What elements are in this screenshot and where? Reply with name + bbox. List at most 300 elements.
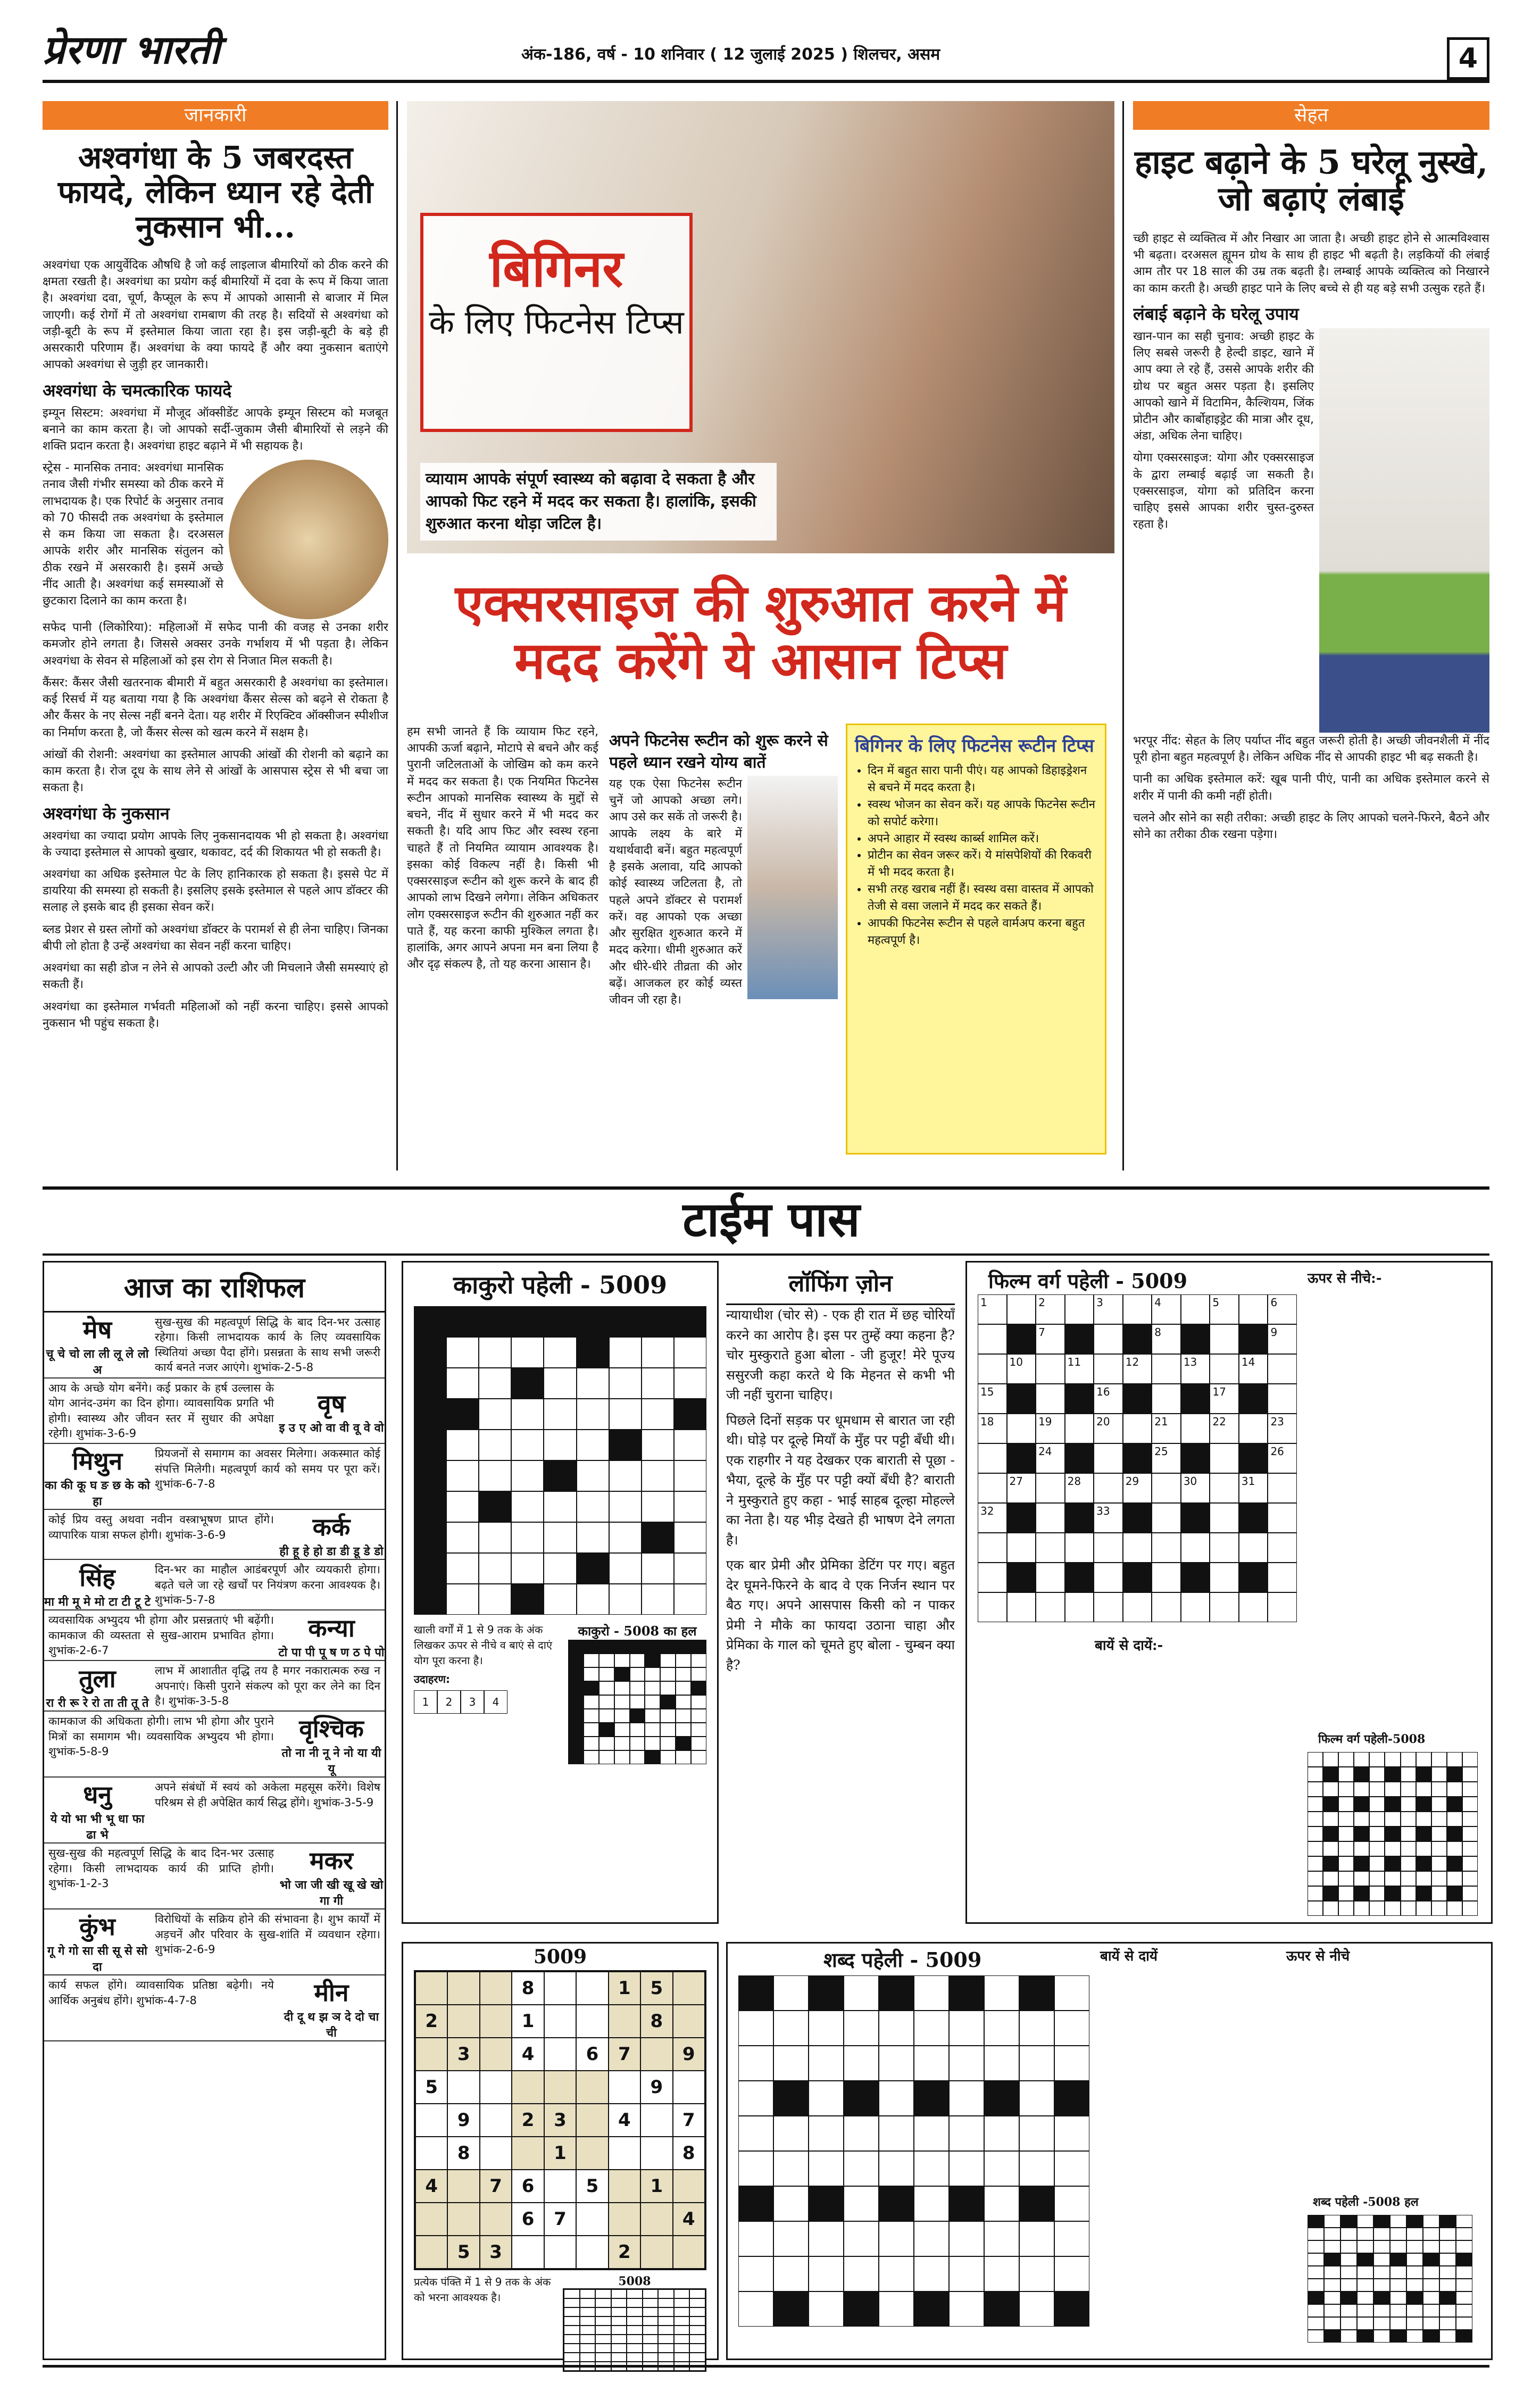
sudoku-answer-cell xyxy=(611,2298,627,2307)
zodiac-name: धनु xyxy=(83,1780,112,1809)
sudoku-answer-cell xyxy=(580,2307,596,2316)
zodiac-row xyxy=(44,1778,385,1844)
grid-cell xyxy=(1447,1767,1462,1782)
grid-cell xyxy=(1324,2215,1340,2228)
sudoku-cell[interactable]: 9 xyxy=(673,2038,705,2071)
grid-cell xyxy=(577,1584,609,1615)
grid-cell xyxy=(1423,2215,1439,2228)
sudoku-cell[interactable] xyxy=(415,2104,447,2137)
grid-cell: 23 xyxy=(1268,1414,1297,1443)
grid-cell xyxy=(1406,2215,1423,2228)
grid-cell xyxy=(738,2046,773,2081)
grid-cell: 26 xyxy=(1268,1443,1297,1473)
sudoku-cell[interactable] xyxy=(480,2005,512,2038)
grid-cell xyxy=(1373,2266,1390,2279)
grid-cell xyxy=(645,1750,660,1764)
sudoku-cell[interactable] xyxy=(673,2071,705,2104)
grid-cell xyxy=(1385,1901,1400,1916)
sudoku-cell[interactable]: 8 xyxy=(640,2005,672,2038)
grid-cell xyxy=(1462,1797,1478,1812)
grid-cell xyxy=(914,2256,949,2291)
grid-cell xyxy=(1401,1826,1416,1841)
sudoku-cell[interactable] xyxy=(447,2170,479,2203)
grid-cell xyxy=(1007,1294,1036,1324)
sudoku-answer-cell xyxy=(564,2353,580,2362)
grid-cell xyxy=(691,1654,706,1667)
grid-cell xyxy=(1340,2215,1357,2228)
grid-cell xyxy=(1357,2330,1373,2343)
grid-cell: 28 xyxy=(1065,1473,1094,1503)
sudoku-cell[interactable] xyxy=(544,2071,576,2104)
sudoku-answer-cell xyxy=(595,2335,611,2344)
grid-cell xyxy=(1447,1856,1462,1871)
grid-cell xyxy=(511,1368,544,1399)
zodiac-text: कार्य सफल होंगे। व्यावसायिक प्रतिष्ठा बढ़ेगी। नये आर्थिक अनुबंध होंगे। शुभांक-4-7-8 xyxy=(48,1979,274,2007)
grid-cell xyxy=(1390,2266,1406,2279)
grid-cell xyxy=(1456,2330,1472,2343)
sudoku-cell[interactable]: 7 xyxy=(609,2038,640,2071)
grid-cell xyxy=(1401,1782,1416,1797)
sudoku-cell[interactable] xyxy=(576,2203,608,2236)
word-title: शब्द पहेली - 5009 xyxy=(823,1948,982,1972)
sudoku-cell[interactable] xyxy=(673,2005,705,2038)
film-answer-title: फिल्म वर्ग पहेली-5008 xyxy=(1318,1732,1426,1746)
grid-cell xyxy=(1036,1503,1065,1533)
sudoku-cell[interactable] xyxy=(544,2038,576,2071)
newspaper-logo: प्रेरणा भारती xyxy=(43,27,220,73)
grid-cell xyxy=(738,2186,773,2221)
grid-cell xyxy=(844,2256,879,2291)
sudoku-answer-cell xyxy=(689,2344,705,2353)
grid-cell xyxy=(1447,1812,1462,1826)
sudoku-cell[interactable] xyxy=(673,2236,705,2269)
grid-cell xyxy=(738,2081,773,2116)
grid-cell xyxy=(1431,1782,1447,1797)
sudoku-cell[interactable] xyxy=(609,2137,640,2170)
grid-cell xyxy=(645,1695,660,1709)
grid-cell xyxy=(1416,1856,1431,1871)
example-label: उदाहरण: xyxy=(414,1673,451,1685)
example-cell: 2 xyxy=(437,1690,461,1714)
grid-cell xyxy=(738,2221,773,2256)
grid-cell xyxy=(674,1337,706,1368)
grid-cell xyxy=(660,1723,676,1737)
grid-cell xyxy=(1357,2228,1373,2240)
kakuro-answer-grid xyxy=(568,1640,706,1764)
zodiac-sign xyxy=(44,1313,151,1377)
sudoku-cell[interactable] xyxy=(609,2071,640,2104)
sudoku-cell[interactable]: 5 xyxy=(576,2170,608,2203)
sudoku-cell[interactable] xyxy=(673,1972,705,2005)
sudoku-cell[interactable] xyxy=(673,2170,705,2203)
joke: एक बार प्रेमी और प्रेमिका डेटिंग पर गए। बहुत देर घूमने-फिरने के बाद वे एक निर्जन स्थान पर बैठ गए। अपने आसपास किसी को न पाकर प्रेमी ने मौके का फायदा उठाना चाहा और प्रेमिका के गाल को चूमते हुए बोला - चुम्बन क्या है? xyxy=(726,1557,955,1673)
grid-cell xyxy=(1323,1812,1338,1826)
grid-cell xyxy=(1323,1901,1338,1916)
joke: पिछले दिनों सड़क पर धूमधाम से बारात जा रही थी। घोड़े पर दूल्हे मियाँ के मुँह पर पट्टी बँधी थी। एक राहगीर ने यह देखकर एक बाराती से पूछा - भैया, दूल्हे के मुँह पर पट्टी क्यों बँधी है? बाराती ने मुस्कुराते हुए कहा - भाई साहब दूल्हा मोहल्ले का नेता है। यह भीड़ देखते ही भाषण देने लगता है। xyxy=(726,1412,955,1548)
grid-cell xyxy=(1447,1841,1462,1856)
sudoku-cell[interactable] xyxy=(480,2038,512,2071)
grid-cell xyxy=(1007,1324,1036,1354)
grid-cell: 25 xyxy=(1152,1443,1181,1473)
sudoku-cell[interactable] xyxy=(576,2071,608,2104)
grid-cell xyxy=(630,1737,645,1750)
joke: न्यायाधीश (चोर से) - एक ही रात में छह चोरियाँ करने का आरोप है। इस पर तुम्हें क्या कहना है? चोर मुस्कुराते हुआ बोला - जी हुजूर! मेरे पूज्य ससुरजी कहा करते थे कि मेहनत से कभी भी जी नहीं चुराना चाहिए। xyxy=(726,1307,955,1402)
sudoku-cell[interactable]: 6 xyxy=(512,2170,544,2203)
sudoku-cell[interactable]: 5 xyxy=(640,1972,672,2005)
sudoku-answer-cell xyxy=(564,2344,580,2353)
masthead xyxy=(43,21,1489,83)
grid-cell xyxy=(773,2186,809,2221)
paragraph: खान-पान का सही चुनाव: अच्छी हाइट के लिए सबसे जरूरी है हेल्दी डाइट, खाने में आप क्या ले रहे हैं, उससे आपके शरीर की ग्रोथ पर बहुत असर पड़ता है। इसलिए आपको खाने में विटामिन, कैल्शियम, जिंक प्रोटीन और कार्बोहाइड्रेट की मात्रा और दूध, अंडा, अधिक लेना चाहिए। xyxy=(1133,329,1314,443)
grid-cell xyxy=(691,1750,706,1764)
grid-cell xyxy=(1401,1767,1416,1782)
grid-cell: 20 xyxy=(1094,1414,1123,1443)
grid-cell xyxy=(1338,1856,1354,1871)
sudoku-cell[interactable] xyxy=(415,2038,447,2071)
grid-cell xyxy=(1308,1812,1323,1826)
grid-cell xyxy=(879,2291,914,2327)
grid-cell xyxy=(1094,1473,1123,1503)
grid-cell xyxy=(511,1399,544,1430)
grid-cell xyxy=(1401,1841,1416,1856)
grid-cell xyxy=(544,1460,576,1491)
grid-cell xyxy=(1373,2215,1390,2228)
sudoku-cell[interactable] xyxy=(640,2038,672,2071)
grid-cell: 32 xyxy=(978,1503,1007,1533)
grid-cell xyxy=(1308,1782,1323,1797)
grid-cell xyxy=(879,2221,914,2256)
sudoku-cell[interactable] xyxy=(609,2170,640,2203)
film-title: फिल्म वर्ग पहेली - 5009 xyxy=(988,1269,1188,1293)
grid-cell xyxy=(446,1337,479,1368)
sudoku-cell[interactable] xyxy=(415,1972,447,2005)
subheading: अश्वगंधा के नुकसान xyxy=(43,803,170,824)
grid-cell: 13 xyxy=(1181,1354,1210,1384)
sudoku-cell[interactable]: 1 xyxy=(640,2170,672,2203)
grid-cell xyxy=(1338,1782,1354,1797)
grid-cell xyxy=(1439,2253,1456,2266)
sudoku-cell[interactable] xyxy=(544,1972,576,2005)
grid-cell xyxy=(1401,1886,1416,1901)
grid-cell xyxy=(691,1723,706,1737)
sudoku-cell[interactable] xyxy=(447,1972,479,2005)
sudoku-cell[interactable] xyxy=(544,2170,576,2203)
paragraph: कैंसर: कैंसर जैसी खतरनाक बीमारी में बहुत असरकारी है अश्वगंधा का इस्तेमाल। कई रिसर्च में यह बताया गया है कि अश्वगंधा कैंसर सेल्स को बढ़ने से रोकता है और कैंसर के नए सेल्स नहीं बनने देता। यह शरीर में रिएक्टिव ऑक्सीजन स्पीशीज का निर्माण करता है, जो कैंसर सेल्स को खत्म करने में सक्षम है। xyxy=(43,676,388,740)
sudoku-cell[interactable]: 2 xyxy=(512,2104,544,2137)
sudoku-cell[interactable]: 8 xyxy=(447,2137,479,2170)
sudoku-cell[interactable] xyxy=(576,1972,608,2005)
sudoku-cell[interactable] xyxy=(640,2137,672,2170)
sudoku-answer-cell xyxy=(611,2307,627,2316)
grid-cell xyxy=(1152,1563,1181,1592)
grid-cell xyxy=(1423,2240,1439,2253)
grid-cell xyxy=(809,1975,844,2011)
grid-cell xyxy=(642,1368,674,1399)
grid-cell xyxy=(1268,1384,1297,1414)
sudoku-cell[interactable]: 1 xyxy=(609,1972,640,2005)
grid-cell xyxy=(645,1654,660,1667)
grid-cell xyxy=(844,2151,879,2186)
sudoku-cell[interactable] xyxy=(512,2137,544,2170)
sudoku-cell[interactable] xyxy=(544,2236,576,2269)
sudoku-cell[interactable]: 8 xyxy=(673,2137,705,2170)
grid-cell xyxy=(1308,2279,1324,2291)
grid-cell xyxy=(1423,2228,1439,2240)
grid-cell xyxy=(1423,2291,1439,2304)
sudoku-cell[interactable] xyxy=(640,2104,672,2137)
grid-cell xyxy=(809,2151,844,2186)
grid-cell xyxy=(914,2116,949,2151)
sudoku-cell[interactable] xyxy=(447,2071,479,2104)
sudoku-cell[interactable]: 9 xyxy=(640,2071,672,2104)
sudoku-cell[interactable] xyxy=(415,2203,447,2236)
sudoku-cell[interactable]: 8 xyxy=(512,1972,544,2005)
grid-cell xyxy=(1323,1841,1338,1856)
zodiac-row xyxy=(44,1712,385,1778)
grid-cell xyxy=(1385,1767,1400,1782)
grid-cell xyxy=(1019,1975,1054,2011)
zodiac-text: विरोधियों के सक्रिय होने की संभावना है। शुभ कार्यों में अड़चनें और परिवार के सुख-शांति में व्यवधान रहेगा। शुभांक-2-6-9 xyxy=(155,1913,380,1956)
grid-cell xyxy=(1439,2228,1456,2240)
sudoku-cell[interactable] xyxy=(415,2236,447,2269)
sudoku-cell[interactable] xyxy=(640,2236,672,2269)
zodiac-row xyxy=(44,1510,385,1560)
sudoku-cell[interactable] xyxy=(480,2071,512,2104)
grid-cell xyxy=(1390,2215,1406,2228)
sudoku-cell[interactable] xyxy=(576,2137,608,2170)
sudoku-cell[interactable]: 4 xyxy=(512,2038,544,2071)
grid-cell xyxy=(568,1723,584,1737)
grid-cell xyxy=(414,1491,446,1522)
grid-cell xyxy=(676,1709,691,1723)
sudoku-cell[interactable]: 4 xyxy=(673,2203,705,2236)
sudoku-answer-cell xyxy=(658,2307,674,2316)
grid-cell xyxy=(1385,1782,1400,1797)
sudoku-cell[interactable] xyxy=(544,2005,576,2038)
sudoku-cell[interactable] xyxy=(447,2203,479,2236)
grid-cell xyxy=(1416,1841,1431,1856)
sudoku-cell[interactable]: 3 xyxy=(544,2104,576,2137)
grid-cell xyxy=(1123,1414,1152,1443)
sudoku-answer-cell xyxy=(643,2335,659,2344)
grid-cell xyxy=(446,1306,479,1337)
tip-item: • आपकी फिटनेस रूटीन से पहले वार्मअप करना बहुत महत्वपूर्ण है। xyxy=(868,915,1097,949)
grid-cell xyxy=(1019,2221,1054,2256)
sudoku-cell[interactable]: 4 xyxy=(415,2170,447,2203)
sudoku-answer-cell xyxy=(674,2335,690,2344)
grid-cell xyxy=(511,1522,544,1553)
sudoku-cell[interactable] xyxy=(609,2203,640,2236)
grid-cell xyxy=(645,1681,660,1695)
tip-item: • स्वस्थ भोजन का सेवन करें। यह आपके फिटनेस रूटीन को सपोर्ट करेगा। xyxy=(868,796,1097,831)
sudoku-cell[interactable] xyxy=(415,2137,447,2170)
sudoku-cell[interactable]: 5 xyxy=(415,2071,447,2104)
grid-cell xyxy=(984,2116,1019,2151)
sudoku-cell[interactable] xyxy=(512,2071,544,2104)
sudoku-answer-cell xyxy=(689,2353,705,2362)
grid-cell: 6 xyxy=(1268,1294,1297,1324)
grid-cell xyxy=(1340,2317,1357,2330)
grid-cell xyxy=(1462,1782,1478,1797)
grid-cell xyxy=(1447,1886,1462,1901)
grid-cell xyxy=(914,2151,949,2186)
paragraph: पानी का अधिक इस्तेमाल करें: खूब पानी पीएं, पानी का अधिक इस्तेमाल करने से शरीर में पानी की कमी नहीं होती। xyxy=(1133,773,1489,803)
grid-cell xyxy=(609,1306,642,1337)
grid-cell xyxy=(1007,1384,1036,1414)
grid-cell xyxy=(577,1460,609,1491)
tip-item: • सभी तरह खराब नहीं हैं। स्वस्थ वसा वास्तव में आपको तेजी से वसा जलाने में मदद कर सकते हैं। xyxy=(868,881,1097,915)
grid-cell xyxy=(414,1460,446,1491)
sudoku-cell[interactable] xyxy=(609,2005,640,2038)
grid-cell xyxy=(1357,2253,1373,2266)
sudoku-answer-cell xyxy=(689,2307,705,2316)
center-col2 xyxy=(609,724,838,1160)
sudoku-cell[interactable]: 6 xyxy=(576,2038,608,2071)
grid-cell xyxy=(414,1399,446,1430)
grid-cell xyxy=(614,1681,630,1695)
grid-cell xyxy=(1373,2279,1390,2291)
grid-cell xyxy=(1054,2221,1089,2256)
sudoku-cell[interactable]: 4 xyxy=(609,2104,640,2137)
sudoku-cell[interactable]: 3 xyxy=(480,2236,512,2269)
grid-cell xyxy=(1385,1826,1400,1841)
sudoku-answer-cell xyxy=(580,2326,596,2335)
sudoku-cell[interactable] xyxy=(480,1972,512,2005)
grid-cell xyxy=(1354,1812,1369,1826)
sudoku-cell[interactable]: 2 xyxy=(415,2005,447,2038)
sudoku-cell[interactable] xyxy=(640,2203,672,2236)
zodiac-row xyxy=(44,1313,385,1379)
grid-cell xyxy=(1439,2215,1456,2228)
grid-cell xyxy=(660,1737,676,1750)
grid-cell xyxy=(1406,2330,1423,2343)
sudoku-cell[interactable]: 7 xyxy=(480,2170,512,2203)
sudoku-cell[interactable]: 1 xyxy=(544,2137,576,2170)
article-headline: अश्वगंधा के 5 जबरदस्त फायदे, लेकिन ध्यान रहे देती नुकसान भी... xyxy=(57,139,373,245)
grid-cell: 29 xyxy=(1123,1473,1152,1503)
grid-cell xyxy=(1456,2279,1472,2291)
sudoku-cell[interactable] xyxy=(480,2203,512,2236)
grid-cell xyxy=(1239,1384,1268,1414)
sudoku-cell[interactable] xyxy=(576,2236,608,2269)
grid-cell xyxy=(1431,1886,1447,1901)
grid-cell xyxy=(609,1460,642,1491)
zodiac-text: लाभ में आशातीत वृद्धि तय है मगर नकारात्मक रुख न अपनाएं। किसी पुराने संकल्प को पूरा कर लेने का दिन है। शुभांक-3-5-8 xyxy=(155,1664,380,1708)
film-puzzle xyxy=(965,1261,1493,1924)
grid-cell xyxy=(1338,1886,1354,1901)
grid-cell xyxy=(1324,2253,1340,2266)
sudoku-answer-cell xyxy=(564,2298,580,2307)
grid-cell: 22 xyxy=(1210,1414,1239,1443)
sudoku-cell[interactable] xyxy=(447,2005,479,2038)
sudoku-cell[interactable] xyxy=(576,2104,608,2137)
grid-cell xyxy=(630,1681,645,1695)
zodiac-row xyxy=(44,1844,385,1909)
sudoku-cell[interactable]: 5 xyxy=(447,2236,479,2269)
sudoku-answer-cell xyxy=(658,2353,674,2362)
grid-cell xyxy=(1239,1533,1268,1563)
grid-cell xyxy=(1036,1592,1065,1622)
grid-cell xyxy=(1390,2240,1406,2253)
sudoku-cell[interactable]: 3 xyxy=(447,2038,479,2071)
grid-cell xyxy=(511,1584,544,1615)
sudoku-cell[interactable] xyxy=(480,2104,512,2137)
grid-cell xyxy=(691,1667,706,1681)
sudoku-answer-cell xyxy=(689,2289,705,2298)
grid-cell xyxy=(809,2011,844,2046)
sudoku-cell[interactable] xyxy=(480,2137,512,2170)
grid-cell xyxy=(1447,1782,1462,1797)
zodiac-sign xyxy=(278,1379,385,1443)
grid-cell xyxy=(642,1306,674,1337)
zodiac-text: दिन-भर का माहौल आडंबरपूर्ण और व्ययकारी होगा। बढ़ते चले जा रहे खर्चों पर नियंत्रण करना आवश्यक है। शुभांक-5-7-8 xyxy=(155,1563,380,1607)
right-article xyxy=(1133,101,1489,1165)
grid-cell xyxy=(914,2186,949,2221)
grid-cell xyxy=(1324,2330,1340,2343)
zodiac-text: अपने संबंधों में स्वयं को अकेला महसूस करेंगे। विशेष परिश्रम से ही अपेक्षित कार्य सिद्ध होंगे। शुभांक-3-5-9 xyxy=(155,1781,380,1809)
grid-cell xyxy=(879,2186,914,2221)
issue-line: अंक-186, वर्ष - 10 शनिवार ( 12 जुलाई 2025 ) शिलचर, असम xyxy=(521,45,940,64)
section-label: जानकारी xyxy=(43,101,388,130)
grid-cell xyxy=(1423,2304,1439,2317)
sudoku-cell[interactable]: 7 xyxy=(544,2203,576,2236)
zodiac-row xyxy=(44,1560,385,1610)
sudoku-cell[interactable]: 9 xyxy=(447,2104,479,2137)
sudoku-cell[interactable] xyxy=(576,2005,608,2038)
grid-cell xyxy=(1439,2291,1456,2304)
grid-cell xyxy=(676,1681,691,1695)
sudoku-cell[interactable]: 7 xyxy=(673,2104,705,2137)
example-cell: 4 xyxy=(484,1690,507,1714)
grid-cell xyxy=(544,1522,576,1553)
sudoku-cell[interactable]: 1 xyxy=(512,2005,544,2038)
grid-cell xyxy=(674,1368,706,1399)
grid-cell xyxy=(1369,1782,1385,1797)
section-label: सेहत xyxy=(1133,101,1489,130)
box-subtitle: के लिए फिटनेस टिप्स xyxy=(429,303,684,342)
grid-cell xyxy=(978,1473,1007,1503)
grid-cell xyxy=(1181,1592,1210,1622)
sudoku-cell[interactable]: 2 xyxy=(609,2236,640,2269)
grid-cell xyxy=(584,1640,599,1654)
grid-cell xyxy=(642,1553,674,1584)
sudoku-cell[interactable] xyxy=(512,2236,544,2269)
grid-cell xyxy=(1354,1752,1369,1767)
grid-cell xyxy=(609,1430,642,1460)
grid-cell xyxy=(1054,2081,1089,2116)
grid-cell xyxy=(511,1306,544,1337)
grid-cell xyxy=(1431,1767,1447,1782)
grid-cell xyxy=(1340,2228,1357,2240)
zodiac-name: मेष xyxy=(82,1315,112,1344)
grid-cell xyxy=(630,1750,645,1764)
grid-cell xyxy=(1338,1871,1354,1886)
example-cell: 1 xyxy=(414,1690,437,1714)
grid-cell xyxy=(1239,1563,1268,1592)
sudoku-cell[interactable]: 6 xyxy=(512,2203,544,2236)
grid-cell xyxy=(660,1667,676,1681)
grid-cell xyxy=(414,1430,446,1460)
grid-cell xyxy=(609,1368,642,1399)
grid-cell xyxy=(1456,2215,1472,2228)
zodiac-letters: का की कू घ ङ छ के को हा xyxy=(45,1479,150,1509)
grid-cell xyxy=(1268,1473,1297,1503)
grid-cell xyxy=(1324,2317,1340,2330)
zodiac-sign xyxy=(44,1909,151,1974)
grid-cell xyxy=(1354,1826,1369,1841)
grid-cell: 30 xyxy=(1181,1473,1210,1503)
grid-cell xyxy=(1054,2256,1089,2291)
